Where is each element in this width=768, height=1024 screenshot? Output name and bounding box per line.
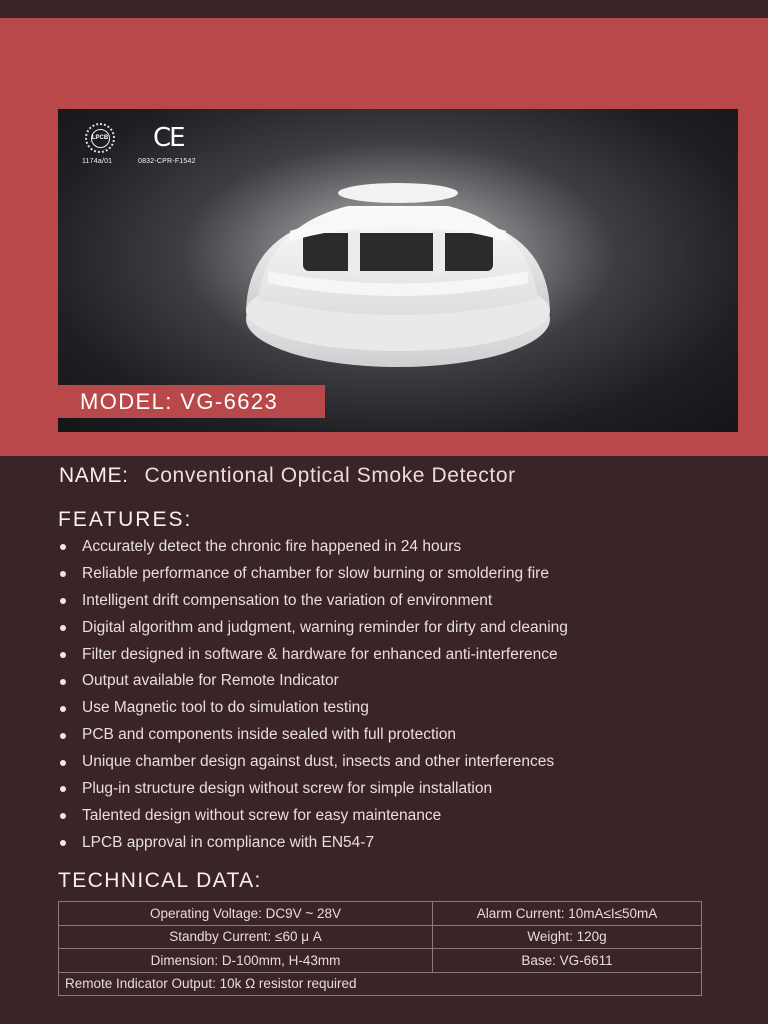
- list-item: LPCB approval in compliance with EN54-7: [57, 830, 568, 857]
- bullet-icon: [60, 840, 66, 846]
- table-cell: Alarm Current: 10mA≤I≤50mA: [433, 902, 702, 926]
- table-cell: Base: VG-6611: [433, 949, 702, 973]
- product-photo: [58, 109, 738, 432]
- list-item: Unique chamber design against dust, insects and other interferences: [57, 749, 568, 776]
- lpcb-logo-icon: [85, 123, 115, 153]
- top-strip: [0, 0, 768, 18]
- ce-mark-icon: CE: [153, 123, 184, 153]
- bullet-icon: [60, 625, 66, 631]
- name-value: Conventional Optical Smoke Detector: [144, 464, 516, 487]
- list-item: Use Magnetic tool to do simulation testing: [57, 695, 568, 722]
- bullet-icon: [60, 571, 66, 577]
- smoke-detector-image: [228, 171, 568, 371]
- features-list: [57, 534, 568, 857]
- bullet-icon: [60, 544, 66, 550]
- list-item: Intelligent drift compensation to the variation of environment: [57, 588, 568, 615]
- list-item: Digital algorithm and judgment, warning reminder for dirty and cleaning: [57, 615, 568, 642]
- bullet-icon: [60, 706, 66, 712]
- table-row: [59, 972, 702, 996]
- list-item: PCB and components inside sealed with full protection: [57, 722, 568, 749]
- table-row: [59, 949, 702, 973]
- bullet-icon: [60, 679, 66, 685]
- ce-code: 0832-CPR-F1542: [138, 158, 196, 165]
- table-row: [59, 925, 702, 949]
- model-label: MODEL: VG-6623: [58, 385, 325, 418]
- list-item: Plug-in structure design without screw for simple installation: [57, 776, 568, 803]
- table-cell: Weight: 120g: [433, 925, 702, 949]
- list-item: Talented design without screw for easy maintenance: [57, 803, 568, 830]
- name-label: NAME:: [59, 464, 129, 487]
- technical-data-table: [58, 901, 702, 996]
- table-cell: Standby Current: ≤60 μ A: [59, 925, 433, 949]
- features-title: FEATURES:: [58, 508, 193, 531]
- lpcb-code: 1174a/01: [82, 158, 113, 165]
- bullet-icon: [60, 813, 66, 819]
- table-cell: Remote Indicator Output: 10k Ω resistor required: [59, 972, 702, 996]
- technical-data-title: TECHNICAL DATA:: [58, 869, 262, 892]
- product-name: [59, 464, 516, 488]
- list-item: Output available for Remote Indicator: [57, 668, 568, 695]
- table-cell: Operating Voltage: DC9V ~ 28V: [59, 902, 433, 926]
- list-item: Accurately detect the chronic fire happened in 24 hours: [57, 534, 568, 561]
- table-cell: Dimension: D-100mm, H-43mm: [59, 949, 433, 973]
- bullet-icon: [60, 652, 66, 658]
- list-item: Filter designed in software & hardware for enhanced anti-interference: [57, 642, 568, 669]
- lpcb-logo-text: LPCB: [91, 129, 110, 148]
- table-row: [59, 902, 702, 926]
- bullet-icon: [60, 760, 66, 766]
- bullet-icon: [60, 733, 66, 739]
- bullet-icon: [60, 598, 66, 604]
- bullet-icon: [60, 786, 66, 792]
- list-item: Reliable performance of chamber for slow burning or smoldering fire: [57, 561, 568, 588]
